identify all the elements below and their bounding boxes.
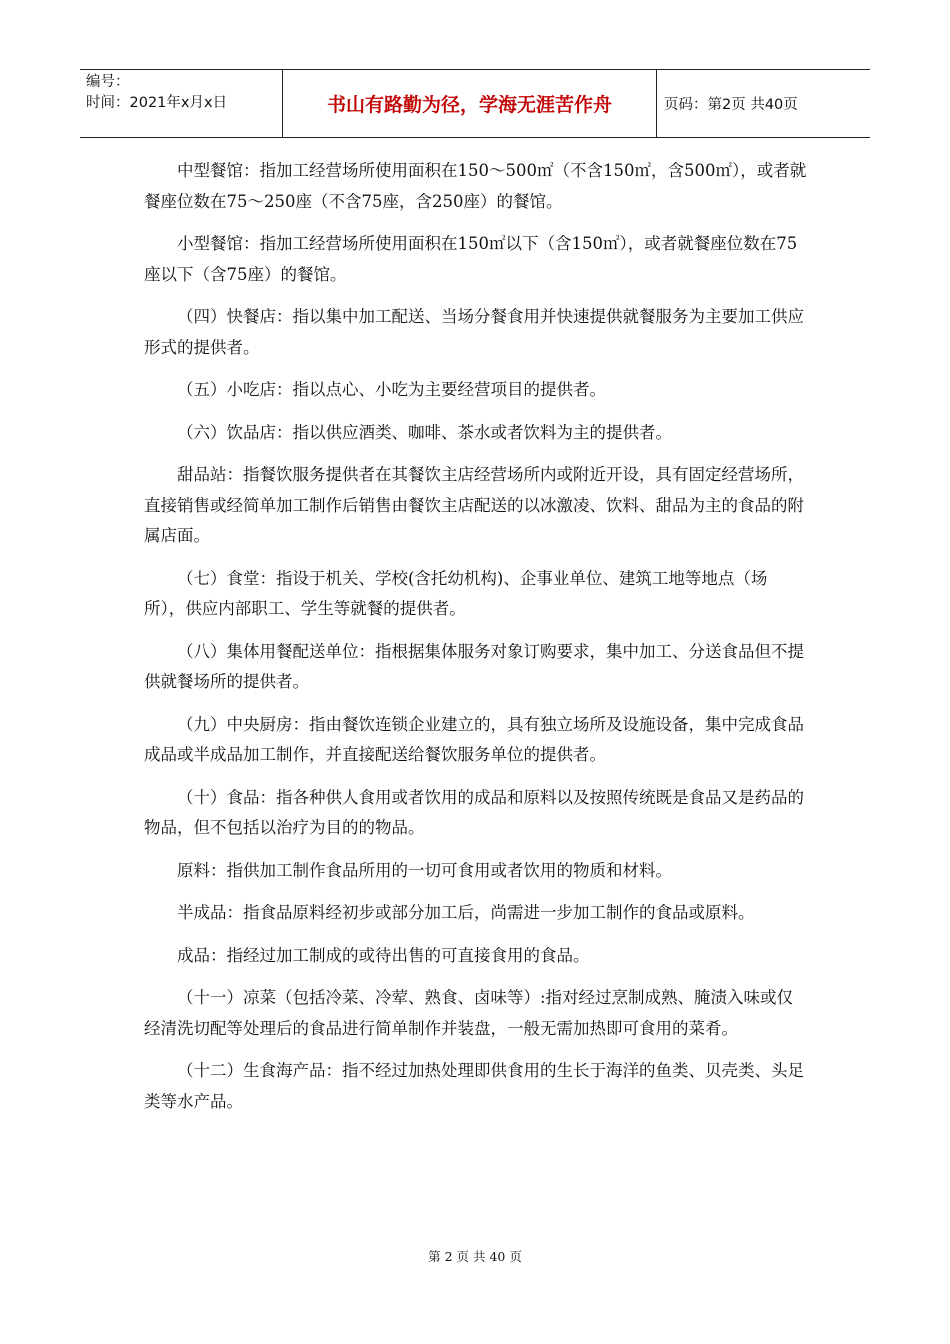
header-motto: 书山有路勤为径，学海无涯苦作舟 bbox=[283, 70, 657, 137]
document-date: 时间：2021年x月x日 bbox=[86, 95, 228, 111]
paragraph-dessert-station: 甜品站：指餐饮服务提供者在其餐饮主店经营场所内或附近开设，具有固定经营场所，直接销售或经简单加工制作后销售由餐饮主店配送的以冰激凌、饮料、甜品为主的食品的附属店面。 bbox=[144, 465, 804, 545]
paragraph-raw-seafood: （十二）生食海产品：指不经过加热处理即供食用的生长于海洋的鱼类、贝壳类、头足类等水产品。 bbox=[144, 1061, 804, 1111]
paragraph-central-kitchen: （九）中央厨房：指由餐饮连锁企业建立的，具有独立场所及设施设备，集中完成食品成品或半成品加工制作，并直接配送给餐饮服务单位的提供者。 bbox=[144, 714, 804, 764]
paragraph-canteen: （七）食堂：指设于机关、学校(含托幼机构)、企事业单位、建筑工地等地点（场所），供应内部职工、学生等就餐的提供者。 bbox=[144, 568, 768, 618]
paragraph-group-meal-delivery: （八）集体用餐配送单位：指根据集体服务对象订购要求，集中加工、分送食品但不提供就餐场所的提供者。 bbox=[144, 641, 804, 691]
paragraph-small-restaurant: 小型餐馆：指加工经营场所使用面积在150㎡以下（含150㎡），或者就餐座位数在75座以下（含75座）的餐馆。 bbox=[144, 234, 798, 284]
page-footer: 第 2 页 共 40 页 bbox=[428, 1249, 522, 1264]
document-body bbox=[144, 156, 808, 1129]
paragraph-beverage-shop: （六）饮品店：指以供应酒类、咖啡、茶水或者饮料为主的提供者。 bbox=[177, 422, 672, 442]
paragraph-food: （十）食品：指各种供人食用或者饮用的成品和原料以及按照传统既是食品又是药品的物品，但不包括以治疗为目的的物品。 bbox=[144, 787, 804, 837]
header-page-info: 页码：第2页 共40页 bbox=[664, 97, 798, 113]
header-meta bbox=[80, 70, 283, 137]
paragraph-medium-restaurant: 中型餐馆：指加工经营场所使用面积在150～500㎡（不含150㎡，含500㎡），或者就餐座位数在75～250座（不含75座，含250座）的餐馆。 bbox=[144, 161, 807, 211]
paragraph-snack-shop: （五）小吃店：指以点心、小吃为主要经营项目的提供者。 bbox=[177, 380, 606, 399]
page-header bbox=[80, 69, 870, 138]
document-number-label: 编号： bbox=[86, 74, 130, 90]
paragraph-cold-dishes: （十一）凉菜（包括冷菜、冷荤、熟食、卤味等）:指对经过烹制成熟、腌渍入味或仅经清洗切配等处理后的食品进行简单制作并装盘，一般无需加热即可食用的菜肴。 bbox=[144, 988, 794, 1038]
paragraph-fast-food: （四）快餐店：指以集中加工配送、当场分餐食用并快速提供就餐服务为主要加工供应形式的提供者。 bbox=[144, 307, 804, 357]
paragraph-raw-materials: 原料：指供加工制作食品所用的一切可食用或者饮用的物质和材料。 bbox=[177, 860, 672, 880]
paragraph-finished-product: 成品：指经过加工制成的或待出售的可直接食用的食品。 bbox=[177, 945, 590, 965]
paragraph-semi-finished: 半成品：指食品原料经初步或部分加工后，尚需进一步加工制作的食品或原料。 bbox=[177, 903, 755, 922]
